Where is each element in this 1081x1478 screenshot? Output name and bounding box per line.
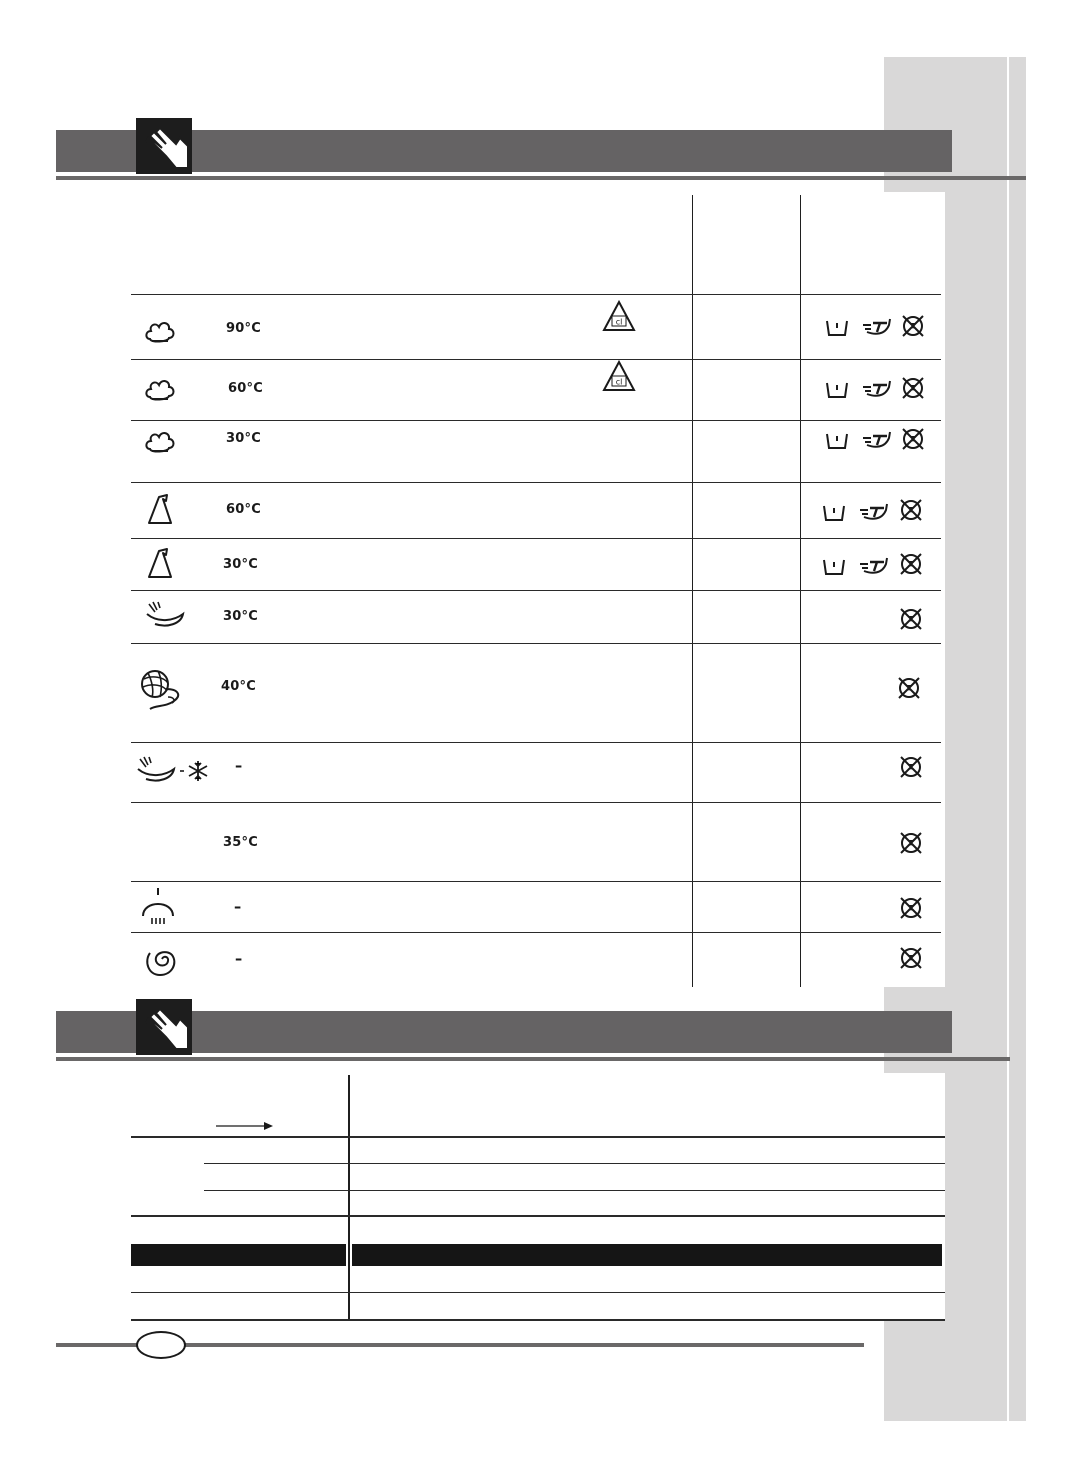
- row10-temp: –: [234, 897, 242, 916]
- no-tumble-dry-icon: [899, 896, 925, 922]
- table1-row-line: [131, 482, 941, 483]
- no-tumble-dry-icon: [899, 498, 925, 524]
- row1-temp: 90°C: [226, 321, 261, 336]
- row6-temp: 30°C: [223, 609, 258, 624]
- table1-row-line: [131, 742, 941, 743]
- table1-row-line: [131, 932, 941, 933]
- section1-hand-box: [136, 118, 192, 174]
- handwash-tub-icon: [826, 431, 850, 451]
- iron-icon: [858, 500, 890, 522]
- bleach-icon: [603, 360, 637, 394]
- table1-row-line: [131, 294, 941, 295]
- table2-highlight-row-left: [131, 1244, 346, 1266]
- synthetic-icon: [147, 547, 177, 581]
- table1-row-line: [131, 538, 941, 539]
- no-tumble-dry-icon: [901, 314, 927, 340]
- no-tumble-dry-icon: [899, 831, 925, 857]
- synthetic-icon: [147, 493, 177, 527]
- cotton-icon: [144, 427, 178, 455]
- table1-row-line: [131, 881, 941, 882]
- row5-temp: 30°C: [223, 557, 258, 572]
- no-tumble-dry-icon: [901, 427, 927, 453]
- row8-temp: –: [235, 756, 243, 775]
- table1-row-line: [131, 802, 941, 803]
- row9-temp: 35°C: [223, 835, 258, 850]
- table1-row-line: [131, 359, 941, 360]
- iron-icon: [861, 428, 893, 450]
- section2-hand-box: [136, 999, 192, 1055]
- handwash-tub-icon: [826, 380, 850, 400]
- table2-row-line: [204, 1190, 945, 1191]
- row3-temp: 30°C: [226, 431, 261, 446]
- table1-row-line: [131, 643, 941, 644]
- delicate-cold-icon: [136, 753, 212, 785]
- table1-row-line: [131, 590, 941, 591]
- handwash-tub-icon: [826, 318, 850, 338]
- table2-row-line: [131, 1136, 945, 1138]
- table2-panel-cutout: [884, 1073, 945, 1321]
- table2-highlight-row-right: [352, 1244, 942, 1266]
- no-tumble-dry-icon: [897, 676, 923, 702]
- section1-header-rule: [56, 176, 1026, 180]
- table2-row-line: [204, 1163, 945, 1164]
- cotton-icon: [144, 317, 178, 345]
- no-tumble-dry-icon: [899, 607, 925, 633]
- table2-row-line: [131, 1319, 945, 1321]
- page-number-oval: [136, 1331, 186, 1359]
- hand-icon: [136, 999, 192, 1055]
- handwash-tub-icon: [823, 503, 847, 523]
- rinse-icon: [141, 886, 177, 926]
- hand-icon: [136, 118, 192, 174]
- table1-row-line: [131, 420, 941, 421]
- table2-col-divider: [348, 1075, 350, 1320]
- handwash-tub-icon: [823, 557, 847, 577]
- table2-row-line: [131, 1292, 945, 1293]
- delicate-icon: [145, 600, 187, 630]
- iron-icon: [861, 377, 893, 399]
- no-tumble-dry-icon: [899, 946, 925, 972]
- row4-temp: 60°C: [226, 502, 261, 517]
- row11-temp: –: [235, 949, 243, 968]
- table1-col-divider-2: [800, 195, 801, 987]
- row2-temp: 60°C: [228, 381, 263, 396]
- table1-col-divider-1: [692, 195, 693, 987]
- no-tumble-dry-icon: [901, 376, 927, 402]
- right-arrow-icon: [216, 1121, 274, 1131]
- no-tumble-dry-icon: [899, 755, 925, 781]
- section2-header-rule: [56, 1057, 1010, 1061]
- bleach-icon: [603, 300, 637, 334]
- side-panel-divider: [1007, 57, 1009, 1421]
- wool-icon: [138, 667, 184, 713]
- iron-icon: [858, 554, 890, 576]
- table2-row-line: [131, 1215, 945, 1217]
- spin-icon: [142, 941, 182, 979]
- row7-temp: 40°C: [221, 679, 256, 694]
- no-tumble-dry-icon: [899, 552, 925, 578]
- cotton-icon: [144, 375, 178, 403]
- iron-icon: [861, 315, 893, 337]
